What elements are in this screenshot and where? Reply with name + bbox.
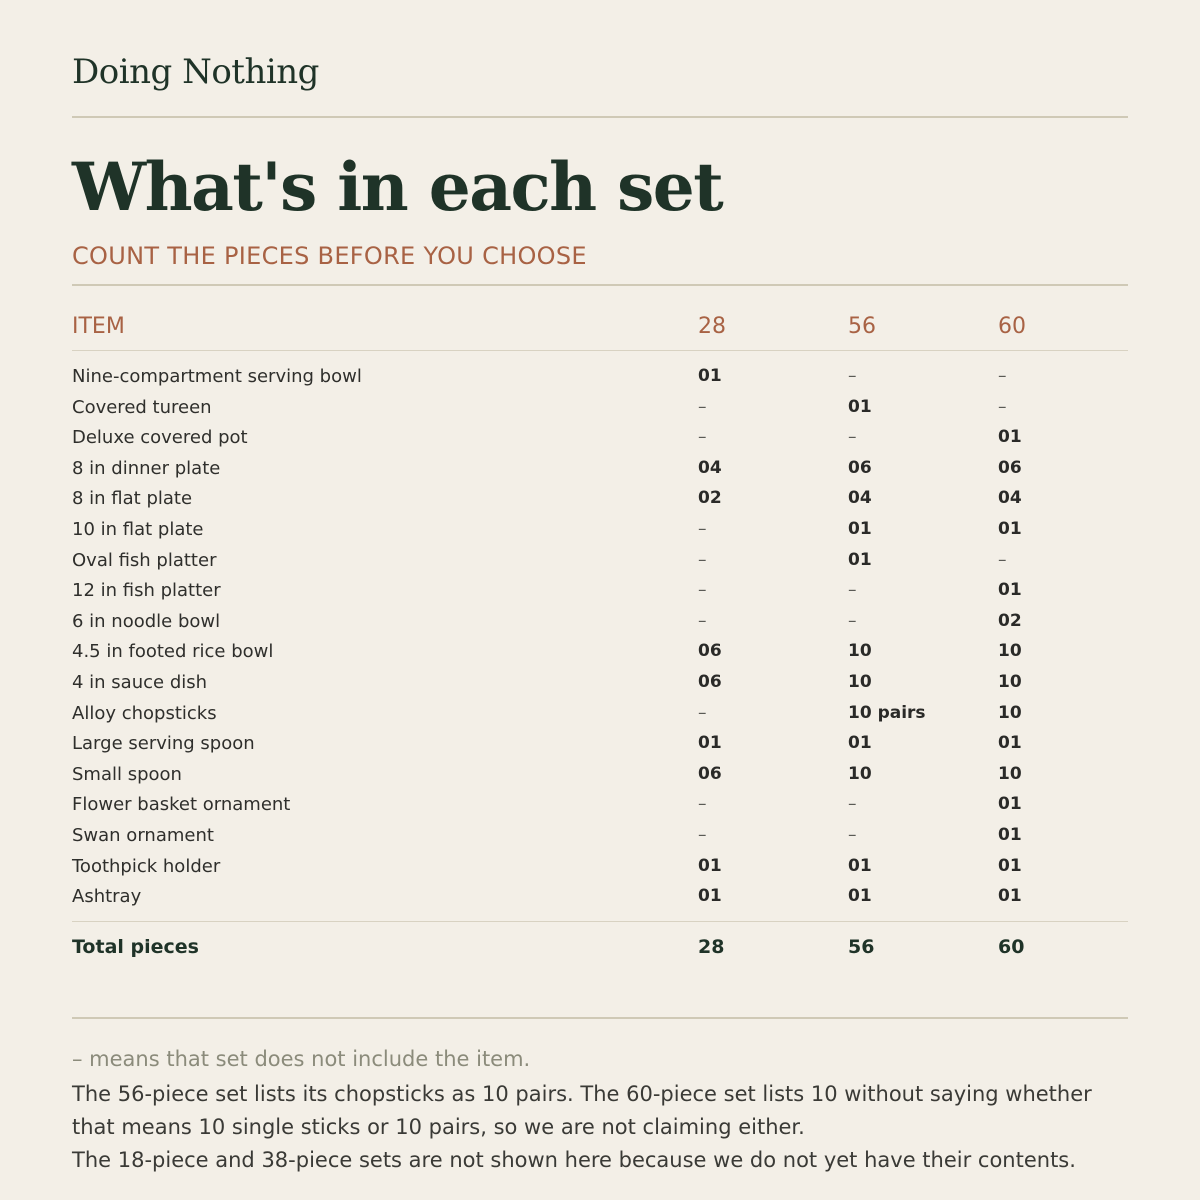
count-56: 06 — [848, 457, 872, 478]
count-56: – — [848, 794, 857, 815]
count-60: 02 — [998, 610, 1022, 631]
count-28: – — [698, 610, 707, 631]
count-56: 01 — [848, 733, 872, 754]
count-60: 01 — [998, 519, 1022, 539]
total-60: 60 — [998, 936, 1025, 958]
item-name: Nine-compartment serving bowl — [72, 366, 362, 387]
count-56: 10 — [848, 672, 872, 692]
count-60: 10 — [998, 641, 1022, 662]
count-28: – — [698, 825, 707, 845]
table-row — [72, 641, 1128, 671]
count-60: 01 — [998, 855, 1022, 876]
count-56: 01 — [848, 396, 872, 417]
footer-divider — [72, 1017, 1128, 1019]
count-28: – — [698, 549, 707, 570]
item-name: Large serving spoon — [72, 733, 255, 755]
column-header-item: ITEM — [72, 314, 125, 339]
table-row — [72, 611, 1128, 641]
count-28: 04 — [698, 457, 722, 478]
table-row — [72, 427, 1128, 457]
count-28: – — [698, 427, 707, 448]
count-28: 06 — [698, 672, 722, 692]
table-row — [72, 733, 1128, 763]
table-row — [72, 397, 1128, 427]
column-header-28: 28 — [698, 314, 726, 339]
count-60: 10 — [998, 763, 1022, 784]
item-name: Covered tureen — [72, 396, 212, 418]
table-row — [72, 580, 1128, 610]
count-56: 01 — [848, 549, 872, 570]
count-56: 01 — [848, 855, 872, 876]
item-name: Swan ornament — [72, 825, 214, 846]
count-60: 01 — [998, 733, 1022, 754]
item-name: Oval fish platter — [72, 549, 217, 571]
footnotes — [72, 1078, 1128, 1177]
dash-legend: – means that set does not include the item. — [72, 1047, 531, 1071]
table-row — [72, 366, 1128, 396]
count-28: – — [698, 519, 707, 539]
count-28: 01 — [698, 855, 722, 876]
table-row — [72, 794, 1128, 824]
count-60: 06 — [998, 457, 1022, 478]
table-row — [72, 519, 1128, 549]
total-divider — [72, 921, 1128, 922]
count-28: 02 — [698, 488, 722, 509]
count-56: 10 — [848, 763, 872, 784]
count-28: 06 — [698, 641, 722, 662]
count-56: 01 — [848, 519, 872, 539]
count-60: 04 — [998, 488, 1022, 509]
count-56: 01 — [848, 886, 872, 907]
item-name: 10 in flat plate — [72, 519, 204, 540]
footnote-missing-sets: The 18-piece and 38-piece sets are not shown here because we do not yet have their contents. — [72, 1148, 1076, 1172]
item-name: Toothpick holder — [72, 855, 221, 877]
table-row — [72, 550, 1128, 580]
total-56: 56 — [848, 936, 875, 958]
item-name: 4 in sauce dish — [72, 672, 208, 693]
count-56: 10 pairs — [848, 702, 926, 723]
column-header-56: 56 — [848, 314, 876, 339]
count-60: 01 — [998, 427, 1022, 448]
column-header-60: 60 — [998, 314, 1026, 339]
footnote-chopsticks: The 56-piece set lists its chopsticks as 10 pairs. The 60-piece set lists 10 without saying whether that means 10 single sticks or 10 pairs, so we are not claiming either. — [72, 1082, 1092, 1139]
count-28: 01 — [698, 886, 722, 907]
page-subtitle: COUNT THE PIECES BEFORE YOU CHOOSE — [72, 242, 587, 270]
count-60: 10 — [998, 672, 1022, 692]
title-divider — [72, 284, 1128, 286]
item-name: Flower basket ornament — [72, 794, 291, 816]
table-row — [72, 825, 1128, 855]
count-60: – — [998, 396, 1007, 417]
count-28: – — [698, 396, 707, 417]
item-name: Small spoon — [72, 763, 182, 785]
item-name: 8 in dinner plate — [72, 457, 221, 479]
count-28: 01 — [698, 366, 722, 386]
table-row — [72, 886, 1128, 916]
count-56: – — [848, 366, 857, 386]
count-60: – — [998, 366, 1007, 386]
header-divider — [72, 116, 1128, 118]
header-row-divider — [72, 350, 1128, 351]
table-row — [72, 488, 1128, 518]
item-name: 12 in fish platter — [72, 580, 221, 602]
total-label: Total pieces — [72, 936, 199, 958]
count-28: – — [698, 580, 707, 601]
count-60: 10 — [998, 702, 1022, 723]
table-row — [72, 764, 1128, 794]
table-row — [72, 703, 1128, 733]
count-60: 01 — [998, 794, 1022, 815]
page-title: What's in each set — [72, 148, 723, 226]
count-60: – — [998, 549, 1007, 570]
count-60: 01 — [998, 886, 1022, 907]
count-56: – — [848, 825, 857, 845]
count-28: – — [698, 702, 707, 723]
count-56: 10 — [848, 641, 872, 662]
count-28: 06 — [698, 763, 722, 784]
total-row — [72, 936, 1128, 966]
item-name: Alloy chopsticks — [72, 702, 217, 724]
count-60: 01 — [998, 580, 1022, 601]
brand-name: Doing Nothing — [72, 52, 319, 92]
total-28: 28 — [698, 936, 725, 958]
item-name: 6 in noodle bowl — [72, 610, 221, 632]
table-row — [72, 458, 1128, 488]
item-name: Deluxe covered pot — [72, 427, 248, 449]
count-56: 04 — [848, 488, 872, 509]
count-56: – — [848, 580, 857, 601]
table-row — [72, 856, 1128, 886]
count-56: – — [848, 610, 857, 631]
count-28: 01 — [698, 733, 722, 754]
item-name: Ashtray — [72, 886, 142, 908]
item-name: 4.5 in footed rice bowl — [72, 641, 274, 663]
table-row — [72, 672, 1128, 702]
count-28: – — [698, 794, 707, 815]
count-56: – — [848, 427, 857, 448]
item-name: 8 in flat plate — [72, 488, 193, 510]
count-60: 01 — [998, 825, 1022, 845]
